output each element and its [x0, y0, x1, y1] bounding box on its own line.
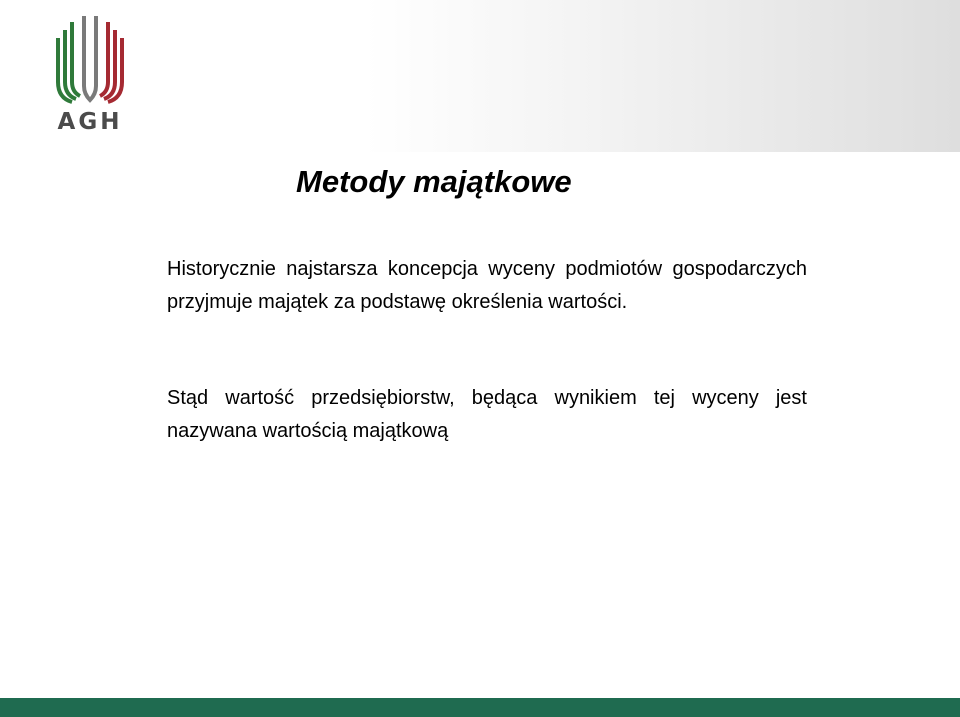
agh-logo-icon: [48, 12, 132, 104]
agh-logo: [48, 12, 132, 136]
paragraph-asset-value: Stąd wartość przedsiębiorstw, będąca wynikiem tej wyceny jest nazywana wartością majątkową: [167, 387, 807, 442]
logo-text: AGH: [57, 109, 123, 135]
paragraph-historical-concept: Historycznie najstarsza koncepcja wyceny podmiotów gospodarczych przyjmuje majątek za podstawę określenia wartości.: [167, 258, 807, 313]
slide-title: Metody majątkowe: [296, 164, 572, 199]
footer-bar: [0, 698, 960, 717]
header-band: [0, 0, 960, 152]
